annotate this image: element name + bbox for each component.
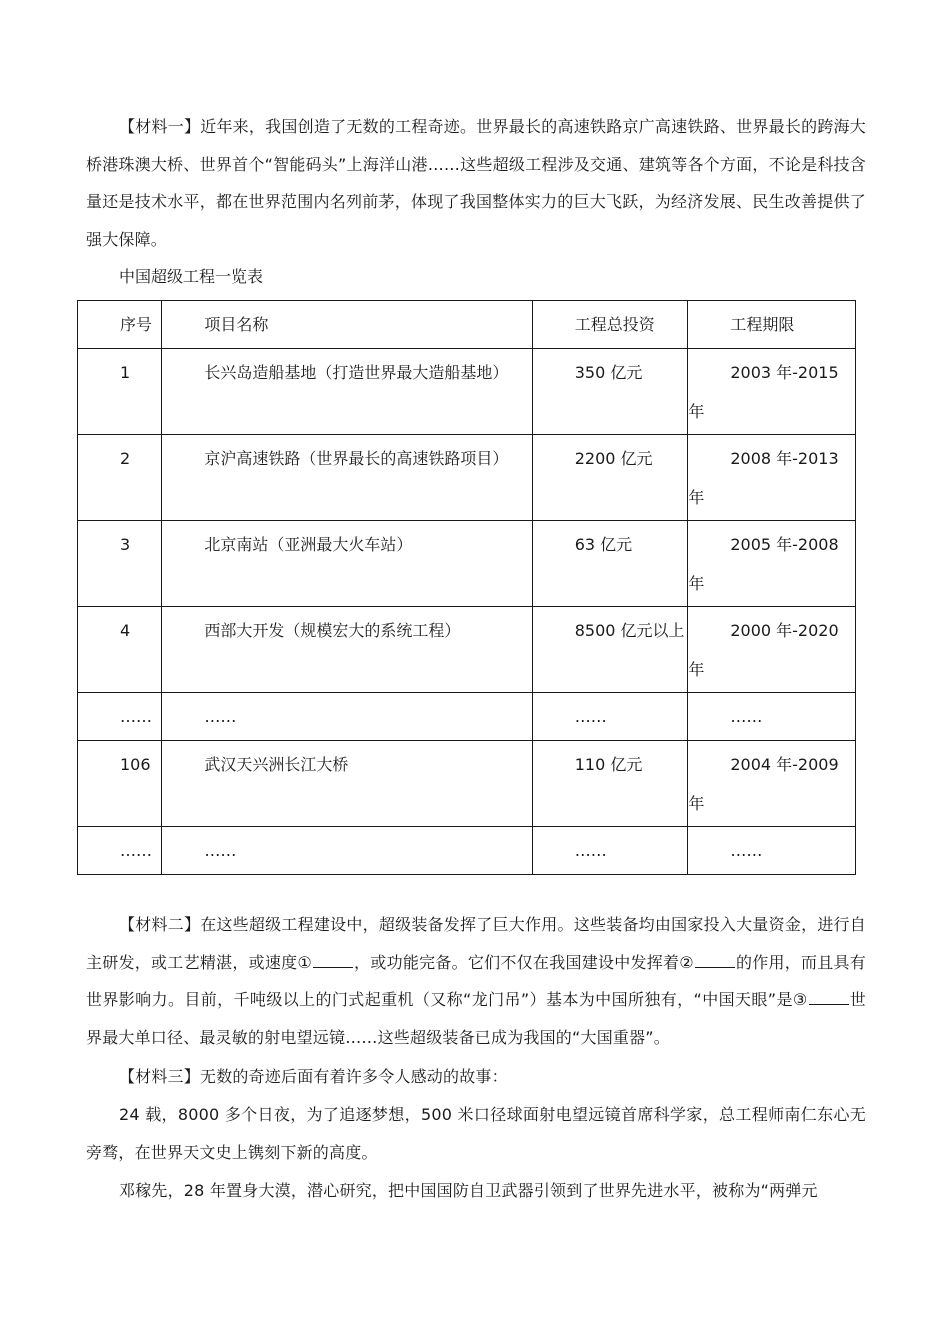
cell-name: ……	[162, 693, 532, 741]
blank-2	[695, 949, 735, 968]
table-row	[78, 435, 856, 521]
cell-investment: ……	[532, 827, 688, 875]
cell-no: 1	[78, 349, 162, 435]
cell-investment: 63 亿元	[532, 521, 688, 607]
material3-intro: 【材料三】无数的奇迹后面有着许多令人感动的故事：	[119, 1067, 508, 1086]
blank-1	[313, 949, 353, 968]
cell-name: ……	[162, 827, 532, 875]
material2-text-2: ，或功能完备。它们不仅在我国建设中发挥着②	[354, 952, 694, 972]
material2-text-4: 世界最大单口径、最灵敏的射电望远镜……这些超级装备已成为我国的“大国重器”。	[86, 990, 867, 1047]
table-row	[78, 827, 856, 875]
cell-period: ……	[688, 827, 856, 875]
table-caption: 中国超级工程一览表	[119, 267, 264, 286]
table-row	[78, 693, 856, 741]
header-period: 工程期限	[688, 301, 856, 349]
cell-name: 长兴岛造船基地（打造世界最大造船基地）	[162, 349, 532, 435]
cell-period: 2003 年-2015 年	[688, 349, 856, 435]
material3-story-2: 邓稼先，28 年置身大漠，潜心研究，把中国国防自卫武器引领到了世界先进水平，被称为“两弹元	[119, 1181, 818, 1200]
cell-no: 4	[78, 607, 162, 693]
cell-name: 西部大开发（规模宏大的系统工程）	[162, 607, 532, 693]
cell-no: 3	[78, 521, 162, 607]
cell-investment: 110 亿元	[532, 741, 688, 827]
header-name: 项目名称	[162, 301, 532, 349]
cell-period: 2008 年-2013 年	[688, 435, 856, 521]
cell-investment: 8500 亿元以上	[532, 607, 688, 693]
blank-3	[809, 986, 849, 1005]
cell-period: 2005 年-2008 年	[688, 521, 856, 607]
cell-period: 2004 年-2009 年	[688, 741, 856, 827]
header-no: 序号	[78, 301, 162, 349]
cell-period: ……	[688, 693, 856, 741]
material2-text-1: 【材料二】在这些超级工程建设中，超级装备发挥了巨大作用。这些装备均由国家投入大量资金，进行自主研发，或工艺精湛，或速度①	[86, 915, 866, 972]
table-header-row	[78, 301, 856, 349]
material2-text-3: 的作用，而且具有世界影响力。目前，千吨级以上的门式起重机（又称“龙门吊”）基本为中国所独有，“中国天眼”是③	[86, 952, 866, 1009]
material3-story-1: 24 载，8000 多个日夜，为了追逐梦想，500 米口径球面射电望远镜首席科学家，总工程师南仁东心无旁骛，在世界天文史上镌刻下新的高度。	[86, 1105, 866, 1162]
cell-investment: 350 亿元	[532, 349, 688, 435]
cell-investment: ……	[532, 693, 688, 741]
table-row	[78, 741, 856, 827]
cell-name: 北京南站（亚洲最大火车站）	[162, 521, 532, 607]
header-investment: 工程总投资	[532, 301, 688, 349]
cell-no: ……	[78, 827, 162, 875]
super-projects-table	[77, 300, 856, 875]
cell-name: 武汉天兴洲长江大桥	[162, 741, 532, 827]
cell-no: 106	[78, 741, 162, 827]
table-row	[78, 607, 856, 693]
table-row	[78, 349, 856, 435]
cell-period: 2000 年-2020 年	[688, 607, 856, 693]
cell-investment: 2200 亿元	[532, 435, 688, 521]
cell-no: ……	[78, 693, 162, 741]
material1-paragraph: 【材料一】近年来，我国创造了无数的工程奇迹。世界最长的高速铁路京广高速铁路、世界最长的跨海大桥港珠澳大桥、世界首个“智能码头”上海洋山港……这些超级工程涉及交通、建筑等各个方面，不论是科技含量还是技术水平，都在世界范围内名列前茅，体现了我国整体实力的巨大飞跃，为经济发展、民生改善提供了强大保障。	[86, 117, 866, 249]
table-row	[78, 521, 856, 607]
material2-paragraph	[86, 906, 866, 1056]
cell-name: 京沪高速铁路（世界最长的高速铁路项目）	[162, 435, 532, 521]
cell-no: 2	[78, 435, 162, 521]
